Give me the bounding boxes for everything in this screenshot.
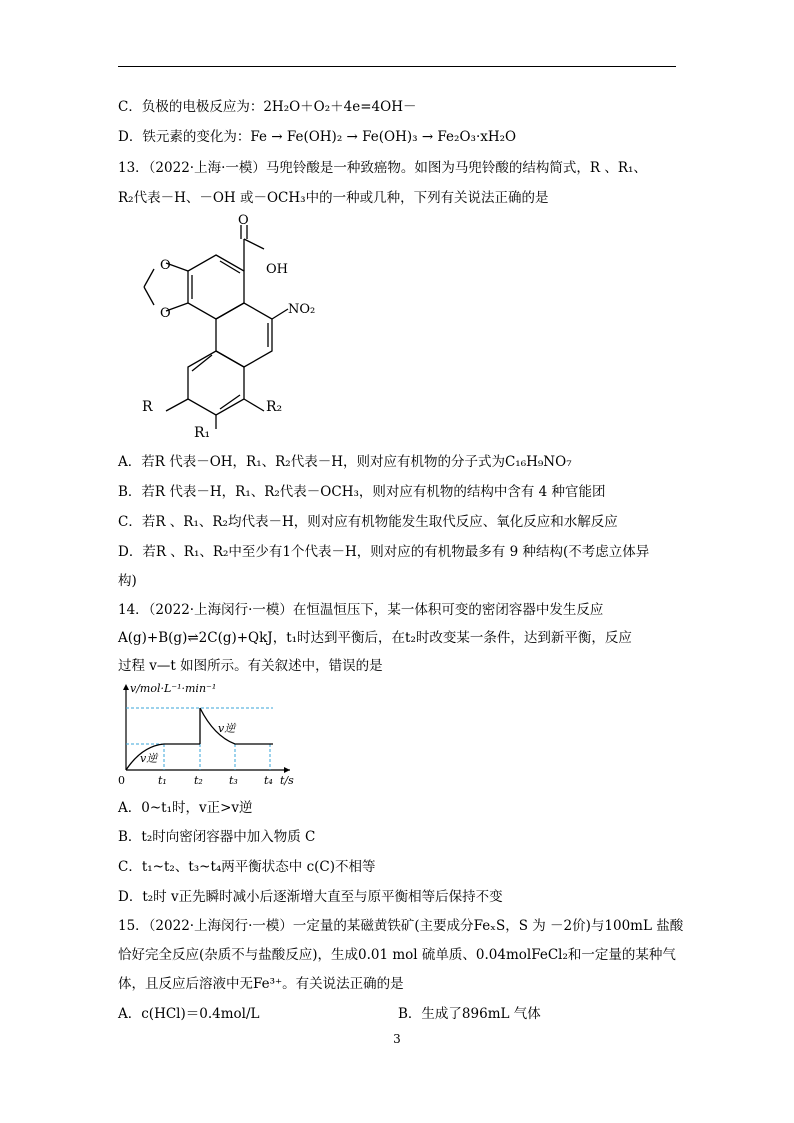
q14-stem-line1: 14．（2022·上海闵行·一模）在恒温恒压下，某一体积可变的密闭容器中发生反应 — [118, 602, 604, 618]
ring-b — [216, 303, 272, 367]
page-number: 3 — [393, 1032, 401, 1046]
r1-label: R₁ — [194, 425, 211, 441]
q15-option-b: B．生成了896mL 气体 — [398, 1006, 541, 1022]
q12-option-c: C．负极的电极反应为：2H₂O＋O₂＋4e=4OH－ — [118, 99, 417, 115]
curve-label-bottom: v逆 — [140, 752, 158, 765]
x-axis-arrow — [284, 767, 290, 773]
v-t-graph — [118, 680, 318, 792]
x-axis-label: t/s — [280, 774, 294, 787]
curve-label-top: v逆 — [218, 722, 236, 735]
q14-option-b: B．t₂时向密闭容器中加入物质 C — [118, 829, 316, 845]
hydroxyl-label: OH — [266, 262, 288, 277]
q13-option-a: A．若R 代表－OH，R₁、R₂代表－H，则对应有机物的分子式为C₁₆H₉NO₇ — [118, 454, 572, 470]
ring-a — [188, 255, 244, 319]
y-axis-label: v/mol·L⁻¹·min⁻¹ — [130, 682, 217, 695]
q15-option-a: A．c(HCl)＝0.4mol/L — [118, 1006, 260, 1022]
q13-option-c: C．若R 、R₁、R₂均代表－H，则对应有机物能发生取代反应、氧化反应和水解反应 — [118, 514, 618, 530]
r2-label: R₂ — [266, 399, 283, 415]
q14-stem-line3: 过程 v—t 如图所示。有关叙述中，错误的是 — [118, 658, 383, 674]
carbonyl-oxygen: O — [238, 213, 249, 228]
q13-stem-line2: R₂代表－H、－OH 或－OCH₃中的一种或几种，下列有关说法正确的是 — [118, 190, 549, 206]
ring-oxygen-1: O — [160, 258, 171, 273]
q14-stem-line2: A(g)+B(g)⇌2C(g)+QkJ，t₁时达到平衡后，在t₂时改变某一条件，达到新平衡，反应 — [118, 630, 632, 646]
q14-option-d: D．t₂时 v正先瞬时减小后逐渐增大直至与原平衡相等后保持不变 — [118, 889, 503, 905]
q13-option-d-line2: 构) — [118, 573, 137, 589]
q13-option-d-line1: D．若R 、R₁、R₂中至少有1个代表－H，则对应的有机物最多有 9 种结构(不考虑立体异 — [118, 544, 650, 560]
q14-option-c: C．t₁~t₂、t₃~t₄两平衡状态中 c(C)不相等 — [118, 859, 376, 875]
tick-t4: t₄ — [264, 774, 273, 787]
y-axis-arrow — [123, 684, 129, 690]
q13-stem-line1: 13．（2022·上海·一模）马兜铃酸是一种致癌物。如图为马兜铃酸的结构简式，R 、R₁、 — [118, 160, 647, 176]
q15-stem-line3: 体，且反应后溶液中无Fe³⁺。有关说法正确的是 — [118, 976, 404, 992]
aristolochic-acid-structure — [132, 213, 316, 445]
tick-t2: t₂ — [194, 774, 203, 787]
origin-label: 0 — [118, 774, 125, 787]
tick-t1: t₁ — [158, 774, 167, 787]
q13-option-b: B．若R 代表－H，R₁、R₂代表－OCH₃，则对应有机物的结构中含有 4 种官能团 — [118, 484, 606, 500]
curve-after — [200, 708, 273, 744]
nitro-label: NO₂ — [288, 302, 316, 317]
r-label: R — [142, 399, 153, 415]
q14-option-a: A．0~t₁时，v正>v逆 — [118, 800, 253, 816]
curve-before — [126, 744, 200, 770]
q15-stem-line2: 恰好完全反应(杂质不与盐酸反应)，生成0.01 mol 硫单质、0.04molFeCl₂和一定量的某种气 — [118, 947, 676, 963]
ring-c — [188, 351, 244, 415]
q15-stem-line1: 15．（2022·上海闵行·一模）一定量的某磁黄铁矿(主要成分FeₓS，S 为 －2价)与100mL 盐酸 — [118, 918, 684, 934]
q12-option-d: D．铁元素的变化为：Fe → Fe(OH)₂ → Fe(OH)₃ → Fe₂O₃·xH₂O — [118, 129, 517, 145]
ring-oxygen-2: O — [160, 306, 171, 321]
header-rule — [118, 66, 676, 67]
tick-t3: t₃ — [229, 774, 238, 787]
